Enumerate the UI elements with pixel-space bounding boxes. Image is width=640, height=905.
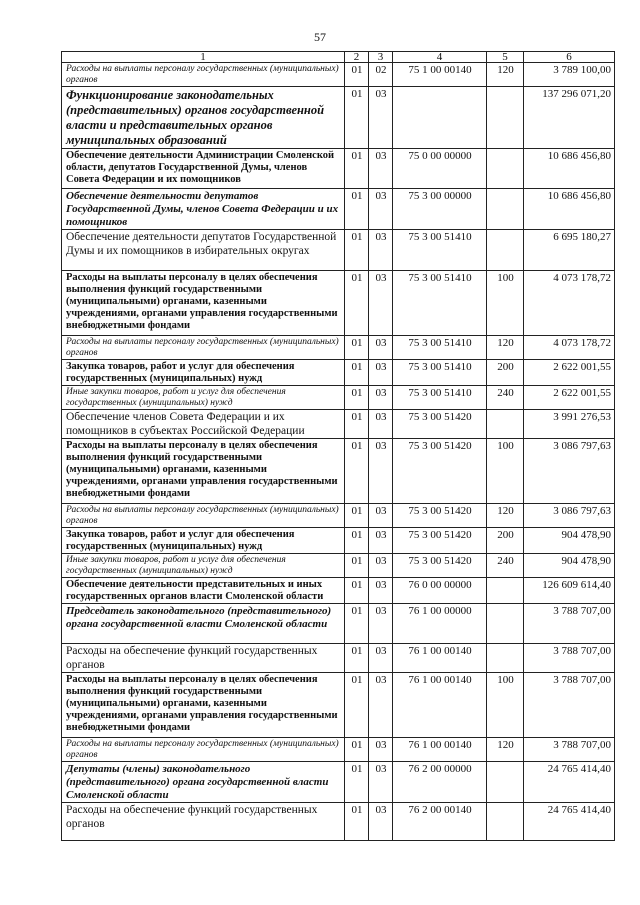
row-subsection: 03	[369, 803, 393, 841]
column-header-expense-type: 5	[487, 52, 524, 63]
row-subsection: 02	[369, 63, 393, 87]
row-section: 01	[345, 87, 369, 149]
table-row	[62, 439, 615, 504]
table-row	[62, 604, 615, 644]
row-target-code: 76 2 00 00140	[393, 803, 487, 841]
row-section: 01	[345, 386, 369, 410]
row-section: 01	[345, 738, 369, 762]
row-subsection: 03	[369, 336, 393, 360]
row-target-code: 75 3 00 51410	[393, 386, 487, 410]
row-section: 01	[345, 439, 369, 504]
table-row	[62, 554, 615, 578]
row-amount: 24 765 414,40	[524, 803, 615, 841]
row-subsection: 03	[369, 578, 393, 604]
row-amount: 3 991 276,53	[524, 410, 615, 439]
row-name: Иные закупки товаров, работ и услуг для обеспечения государственных (муниципальных) нужд	[62, 554, 345, 578]
table-row	[62, 63, 615, 87]
row-section: 01	[345, 63, 369, 87]
row-name: Иные закупки товаров, работ и услуг для обеспечения государственных (муниципальных) нужд	[62, 386, 345, 410]
row-name: Обеспечение деятельности Администрации Смоленской области, депутатов Государственной Думы, членов Совета Федерации и их помощников	[62, 149, 345, 189]
row-expense-type: 240	[487, 554, 524, 578]
row-expense-type: 200	[487, 360, 524, 386]
row-name: Расходы на выплаты персоналу в целях обеспечения выполнения функций государственными (муниципальными) органами, казенными учреждениями, органами управления государственными внебюджетными фондами	[62, 271, 345, 336]
row-target-code: 76 1 00 00140	[393, 644, 487, 673]
row-section: 01	[345, 504, 369, 528]
row-section: 01	[345, 336, 369, 360]
row-amount: 126 609 614,40	[524, 578, 615, 604]
row-subsection: 03	[369, 504, 393, 528]
column-header-name: 1	[62, 52, 345, 63]
row-section: 01	[345, 644, 369, 673]
column-header-target-code: 4	[393, 52, 487, 63]
row-amount: 4 073 178,72	[524, 336, 615, 360]
row-expense-type	[487, 644, 524, 673]
row-target-code: 75 0 00 00000	[393, 149, 487, 189]
row-name: Расходы на выплаты персоналу в целях обеспечения выполнения функций государственными (муниципальными) органами, казенными учреждениями, органами управления государственными внебюджетными фондами	[62, 439, 345, 504]
row-section: 01	[345, 410, 369, 439]
table-row	[62, 360, 615, 386]
row-section: 01	[345, 604, 369, 644]
row-name: Расходы на выплаты персоналу в целях обеспечения выполнения функций государственными (муниципальными) органами, казенными учреждениями, органами управления государственными внебюджетными фондами	[62, 673, 345, 738]
table-row	[62, 504, 615, 528]
row-subsection: 03	[369, 738, 393, 762]
table-row	[62, 644, 615, 673]
table-row	[62, 336, 615, 360]
row-target-code: 75 3 00 51410	[393, 230, 487, 271]
row-expense-type	[487, 189, 524, 230]
row-section: 01	[345, 673, 369, 738]
row-expense-type	[487, 87, 524, 149]
row-amount: 3 788 707,00	[524, 673, 615, 738]
row-expense-type: 120	[487, 63, 524, 87]
row-target-code: 76 2 00 00000	[393, 762, 487, 803]
row-amount: 24 765 414,40	[524, 762, 615, 803]
row-target-code: 75 3 00 51420	[393, 554, 487, 578]
row-amount: 3 788 707,00	[524, 738, 615, 762]
table-row	[62, 738, 615, 762]
row-target-code: 75 3 00 51420	[393, 439, 487, 504]
row-section: 01	[345, 762, 369, 803]
row-section: 01	[345, 578, 369, 604]
row-subsection: 03	[369, 554, 393, 578]
row-expense-type: 120	[487, 504, 524, 528]
row-amount: 3 788 707,00	[524, 604, 615, 644]
table-row	[62, 673, 615, 738]
row-target-code: 75 3 00 51420	[393, 528, 487, 554]
row-section: 01	[345, 230, 369, 271]
row-name: Обеспечение деятельности представительных и иных государственных органов власти Смоленской области	[62, 578, 345, 604]
table-row	[62, 803, 615, 841]
row-name: Расходы на выплаты персоналу государственных (муниципальных) органов	[62, 63, 345, 87]
row-expense-type	[487, 604, 524, 644]
row-section: 01	[345, 271, 369, 336]
row-subsection: 03	[369, 386, 393, 410]
table-row	[62, 762, 615, 803]
row-target-code: 76 0 00 00000	[393, 578, 487, 604]
row-name: Закупка товаров, работ и услуг для обеспечения государственных (муниципальных) нужд	[62, 528, 345, 554]
row-expense-type	[487, 803, 524, 841]
row-subsection: 03	[369, 762, 393, 803]
row-amount: 3 086 797,63	[524, 504, 615, 528]
row-name: Расходы на выплаты персоналу государственных (муниципальных) органов	[62, 738, 345, 762]
row-subsection: 03	[369, 230, 393, 271]
row-target-code: 76 1 00 00000	[393, 604, 487, 644]
row-subsection: 03	[369, 410, 393, 439]
column-header-amount: 6	[524, 52, 615, 63]
row-amount: 137 296 071,20	[524, 87, 615, 149]
row-subsection: 03	[369, 673, 393, 738]
row-expense-type: 120	[487, 738, 524, 762]
row-amount: 4 073 178,72	[524, 271, 615, 336]
row-target-code: 75 3 00 51420	[393, 410, 487, 439]
row-target-code: 75 3 00 00000	[393, 189, 487, 230]
column-header-section: 2	[345, 52, 369, 63]
row-amount: 10 686 456,80	[524, 189, 615, 230]
row-amount: 904 478,90	[524, 554, 615, 578]
row-subsection: 03	[369, 528, 393, 554]
table-row	[62, 149, 615, 189]
row-name: Обеспечение деятельности депутатов Государственной Думы и их помощников в избирательных округах	[62, 230, 345, 271]
row-expense-type	[487, 149, 524, 189]
budget-table	[61, 51, 615, 841]
row-name: Расходы на обеспечение функций государственных органов	[62, 803, 345, 841]
row-section: 01	[345, 554, 369, 578]
row-target-code: 75 1 00 00140	[393, 63, 487, 87]
row-name: Обеспечение деятельности депутатов Государственной Думы, членов Совета Федерации и их помощников	[62, 189, 345, 230]
row-target-code: 75 3 00 51410	[393, 360, 487, 386]
row-target-code: 76 1 00 00140	[393, 673, 487, 738]
row-target-code: 75 3 00 51410	[393, 271, 487, 336]
row-target-code	[393, 87, 487, 149]
row-amount: 2 622 001,55	[524, 360, 615, 386]
table-row	[62, 528, 615, 554]
row-name: Расходы на выплаты персоналу государственных (муниципальных) органов	[62, 336, 345, 360]
row-amount: 10 686 456,80	[524, 149, 615, 189]
table-row	[62, 230, 615, 271]
row-target-code: 75 3 00 51410	[393, 336, 487, 360]
row-subsection: 03	[369, 439, 393, 504]
row-name: Обеспечение членов Совета Федерации и их помощников в субъектах Российской Федерации	[62, 410, 345, 439]
row-name: Председатель законодательного (представительного) органа государственной власти Смоленской области	[62, 604, 345, 644]
row-subsection: 03	[369, 604, 393, 644]
row-expense-type	[487, 762, 524, 803]
row-target-code: 75 3 00 51420	[393, 504, 487, 528]
row-subsection: 03	[369, 271, 393, 336]
row-subsection: 03	[369, 87, 393, 149]
row-name: Расходы на обеспечение функций государственных органов	[62, 644, 345, 673]
row-subsection: 03	[369, 189, 393, 230]
row-expense-type: 100	[487, 271, 524, 336]
row-amount: 3 086 797,63	[524, 439, 615, 504]
row-amount: 3 789 100,00	[524, 63, 615, 87]
row-name: Расходы на выплаты персоналу государственных (муниципальных) органов	[62, 504, 345, 528]
row-section: 01	[345, 360, 369, 386]
row-expense-type	[487, 230, 524, 271]
row-subsection: 03	[369, 360, 393, 386]
page-number: 57	[314, 30, 326, 44]
table-row	[62, 87, 615, 149]
row-amount: 904 478,90	[524, 528, 615, 554]
row-section: 01	[345, 528, 369, 554]
row-expense-type: 120	[487, 336, 524, 360]
row-section: 01	[345, 803, 369, 841]
row-expense-type	[487, 410, 524, 439]
row-name: Закупка товаров, работ и услуг для обеспечения государственных (муниципальных) нужд	[62, 360, 345, 386]
row-subsection: 03	[369, 644, 393, 673]
row-name: Функционирование законодательных (представительных) органов государственной власти и представительных органов муниципальных образований	[62, 87, 345, 149]
table-row	[62, 410, 615, 439]
row-expense-type: 240	[487, 386, 524, 410]
column-header-subsection: 3	[369, 52, 393, 63]
row-expense-type	[487, 578, 524, 604]
row-name: Депутаты (члены) законодательного (представительного) органа государственной власти Смоленской области	[62, 762, 345, 803]
row-expense-type: 200	[487, 528, 524, 554]
row-target-code: 76 1 00 00140	[393, 738, 487, 762]
row-subsection: 03	[369, 149, 393, 189]
table-row	[62, 189, 615, 230]
row-expense-type: 100	[487, 439, 524, 504]
row-section: 01	[345, 189, 369, 230]
table-row	[62, 271, 615, 336]
table-header-row	[62, 52, 615, 63]
row-amount: 2 622 001,55	[524, 386, 615, 410]
row-section: 01	[345, 149, 369, 189]
row-amount: 3 788 707,00	[524, 644, 615, 673]
table-row	[62, 386, 615, 410]
row-amount: 6 695 180,27	[524, 230, 615, 271]
row-expense-type: 100	[487, 673, 524, 738]
table-row	[62, 578, 615, 604]
